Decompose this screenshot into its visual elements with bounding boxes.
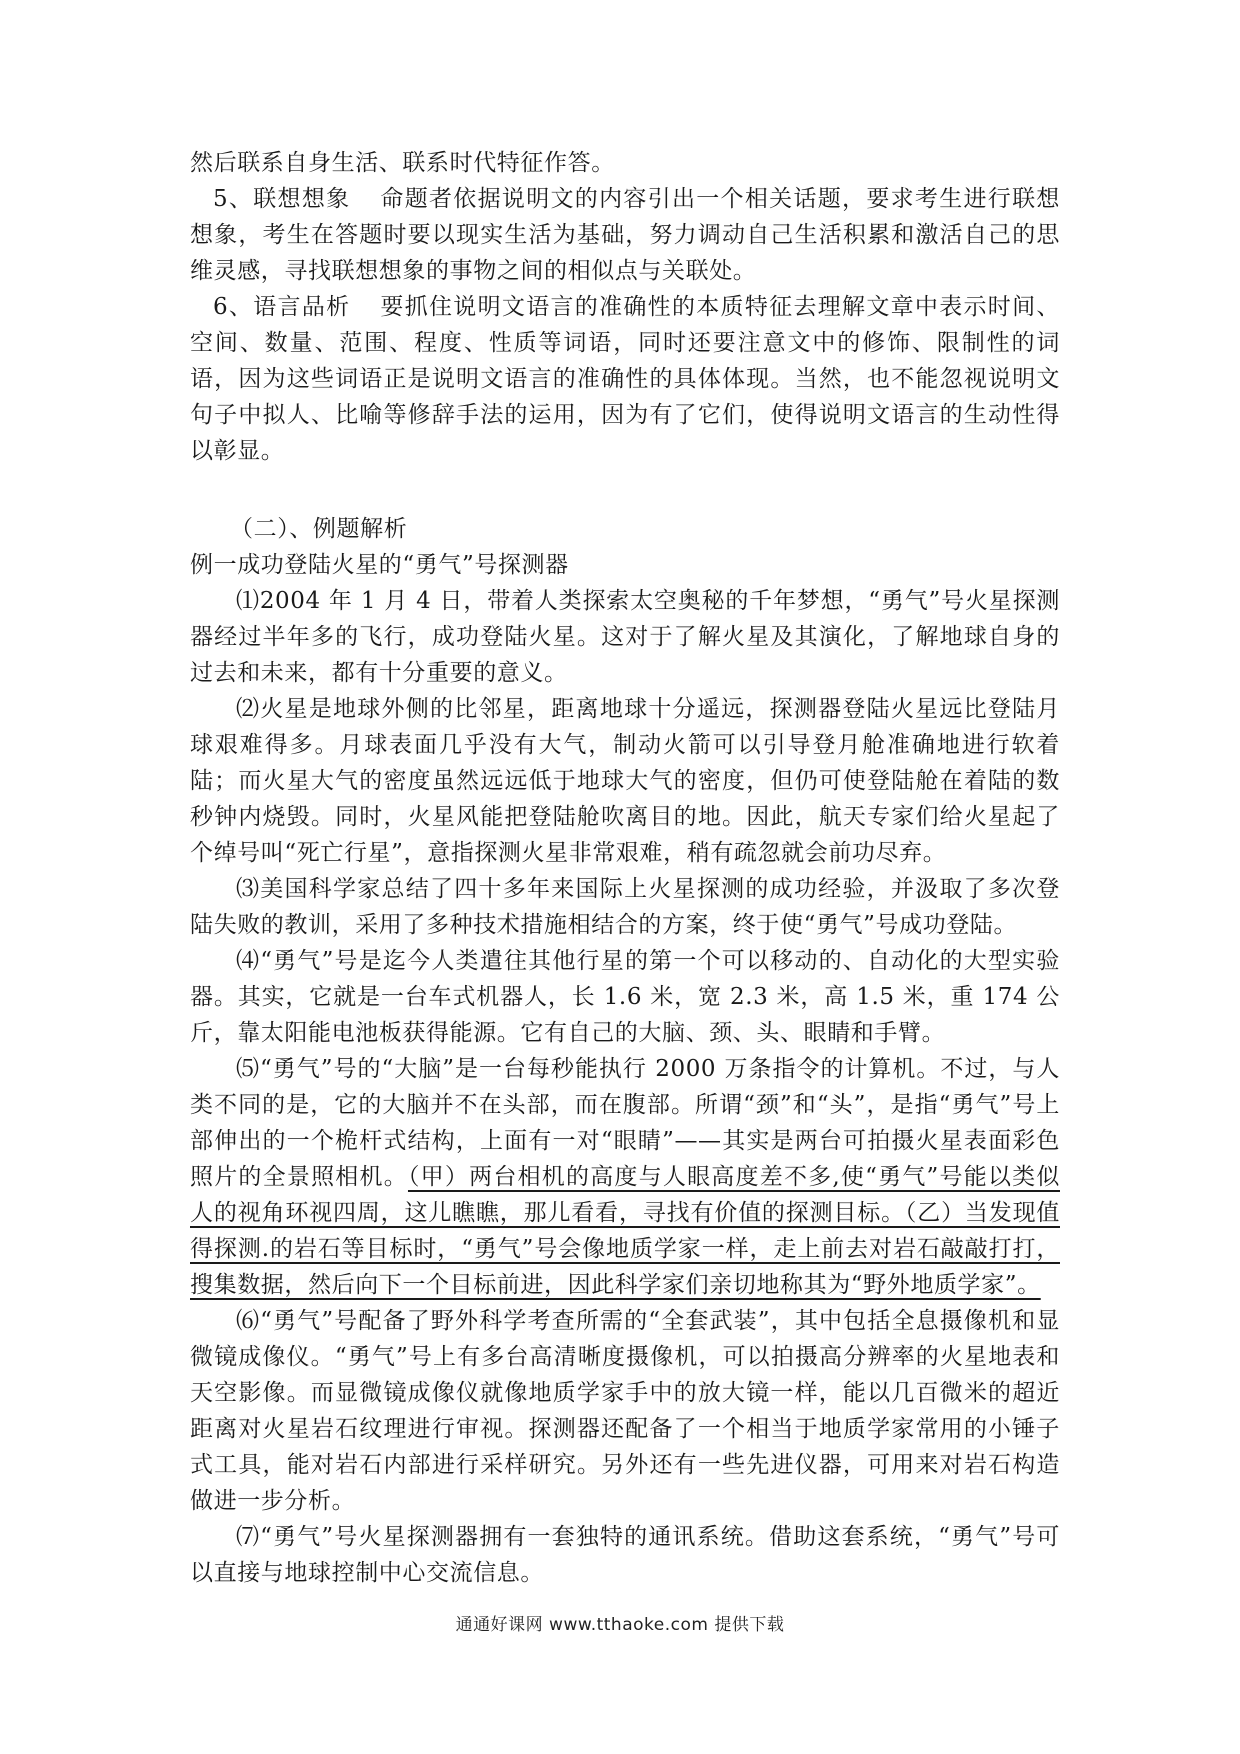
paragraph-7: ⑺“勇气”号火星探测器拥有一套独特的通讯系统。借助这套系统，“勇气”号可以直接与地球控制中心交流信息。 — [190, 1524, 1060, 1586]
paragraph-6: ⑹“勇气”号配备了野外科学考查所需的“全套武装”，其中包括全息摄像机和显微镜成像仪。“勇气”号上有多台高清晰度摄像机，可以拍摄高分辨率的火星地表和天空影像。而显微镜成像仪就像地质学家手中的放大镜一样，能以几百微米的超近距离对火星岩石纹理进行审视。探测器还配备了一个相当于地质学家常用的小锤子式工具，能对岩石内部进行采样研究。另外还有一些先进仪器，可用来对岩石构造做进一步分析。 — [190, 1308, 1060, 1514]
paragraph-5-text: ⑸“勇气”号的“大脑”是一台每秒能执行 2000 万条指令的计算机。不过，与人类不同的是，它的大脑并不在头部，而在腹部。所谓“颈”和“头”，是指“勇气”号上部伸出的一个桅杆式结构，上面有一对“眼睛”——其实是两台可拍摄火星表面彩色照片的全景照相机。 — [190, 1056, 1060, 1190]
paragraph-5 — [190, 1051, 1060, 1303]
document-body — [190, 145, 1060, 1591]
paragraph-1: ⑴2004 年 1 月 4 日，带着人类探索太空奥秘的千年梦想，“勇气”号火星探测器经过半年多的飞行，成功登陆火星。这对于了解火星及其演化，了解地球自身的过去和未来，都有十分重要的意义。 — [190, 588, 1060, 686]
item-text: 要抓住说明文语言的准确性的本质特征去理解文章中表示时间、空间、数量、范围、程度、性质等词语，同时还要注意文中的修饰、限制性的词语，因为这些词语正是说明文语言的准确性的具体体现。当然，也不能忽视说明文句子中拟人、比喻等修辞手法的运用，因为有了它们，使得说明文语言的生动性得以彰显。 — [190, 294, 1061, 464]
page-footer: 通通好课网 www.tthaoke.com 提供下载 — [455, 1615, 785, 1635]
spacer — [190, 469, 1060, 505]
item-text: 命题者依据说明文的内容引出一个相关话题，要求考生进行联想想象，考生在答题时要以现实生活为基础，努力调动自己生活积累和激活自己的思维灵感，寻找联想想象的事物之间的相似点与关联处。 — [190, 186, 1061, 284]
item-term: 6、语言品析 — [213, 294, 351, 320]
section-heading: （二）、例题解析 — [230, 516, 408, 542]
item-language-analysis — [190, 289, 1060, 469]
paragraph-4: ⑷“勇气”号是迄今人类遣往其他行星的第一个可以移动的、自动化的大型实验器。其实，它就是一台车式机器人，长 1.6 米，宽 2.3 米，高 1.5 米，重 174 公斤，靠太阳能电池板获得能源。它有自己的大脑、颈、头、眼睛和手臂。 — [190, 948, 1060, 1046]
example-title: 例一成功登陆火星的“勇气”号探测器 — [190, 552, 569, 578]
underlined-passage: （甲）两台相机的高度与人眼高度差不多,使“勇气”号能以类似人的视角环视四周，这儿瞧瞧，那儿看看，寻找有价值的探测目标。（乙）当发现值得探测.的岩石等目标时，“勇气”号会像地质学家一样，走上前去对岩石敲敲打打，搜集数据，然后向下一个目标前进，因此科学家们亲切地称其为“野外地质学家”。 — [190, 1164, 1060, 1298]
paragraph-2: ⑵火星是地球外侧的比邻星，距离地球十分遥远，探测器登陆火星远比登陆月球艰难得多。月球表面几乎没有大气，制动火箭可以引导登月舱准确地进行软着陆；而火星大气的密度虽然远远低于地球大气的密度，但仍可使登陆舱在着陆的数秒钟内烧毁。同时，火星风能把登陆舱吹离目的地。因此，航天专家们给火星起了个绰号叫“死亡行星”，意指探测火星非常艰难，稍有疏忽就会前功尽弃。 — [190, 696, 1060, 866]
intro-line: 然后联系自身生活、联系时代特征作答。 — [190, 150, 615, 176]
paragraph-3: ⑶美国科学家总结了四十多年来国际上火星探测的成功经验，并汲取了多次登陆失败的教训，采用了多种技术措施相结合的方案，终于使“勇气”号成功登陆。 — [190, 876, 1060, 938]
item-term: 5、联想想象 — [213, 186, 351, 212]
item-association — [190, 181, 1060, 289]
